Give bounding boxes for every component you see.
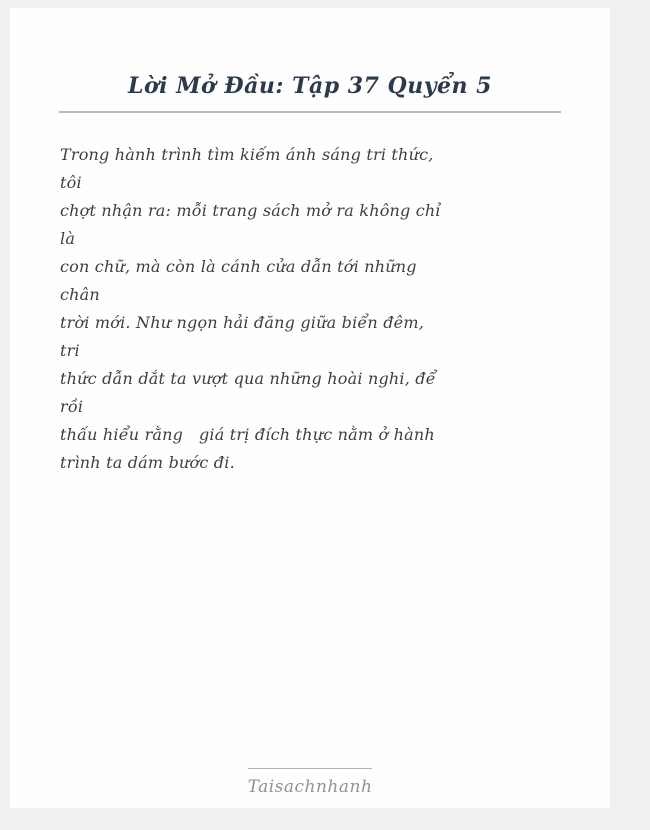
body-text [60,141,562,477]
body-line: tôi [60,173,82,192]
body-line: tri [60,341,80,360]
body-line: là [60,229,76,248]
body-line: con chữ, mà còn là cánh cửa dẫn tới những [60,257,417,276]
body-line: trình ta dám bước đi. [60,453,235,472]
body-line: chợt nhận ra: mỗi trang sách mở ra không chỉ [60,201,441,220]
page-footer [10,768,610,797]
body-line: Trong hành trình tìm kiếm ánh sáng tri thức, [60,145,434,164]
footer-brand: Taisachnhanh [247,777,373,797]
body-line: chân [60,285,100,304]
document-page [10,8,610,808]
body-line: rồi [60,397,84,416]
body-line: thức dẫn dắt ta vượt qua những hoài nghi, để [60,369,436,388]
footer-divider [248,768,372,769]
body-line: thấu hiểu rằng giá trị đích thực nằm ở hành [60,425,435,444]
page-title: Lời Mở Đầu: Tập 37 Quyển 5 [128,73,492,99]
title-divider [59,111,561,113]
body-line: trời mới. Như ngọn hải đăng giữa biển đêm, [60,313,424,332]
